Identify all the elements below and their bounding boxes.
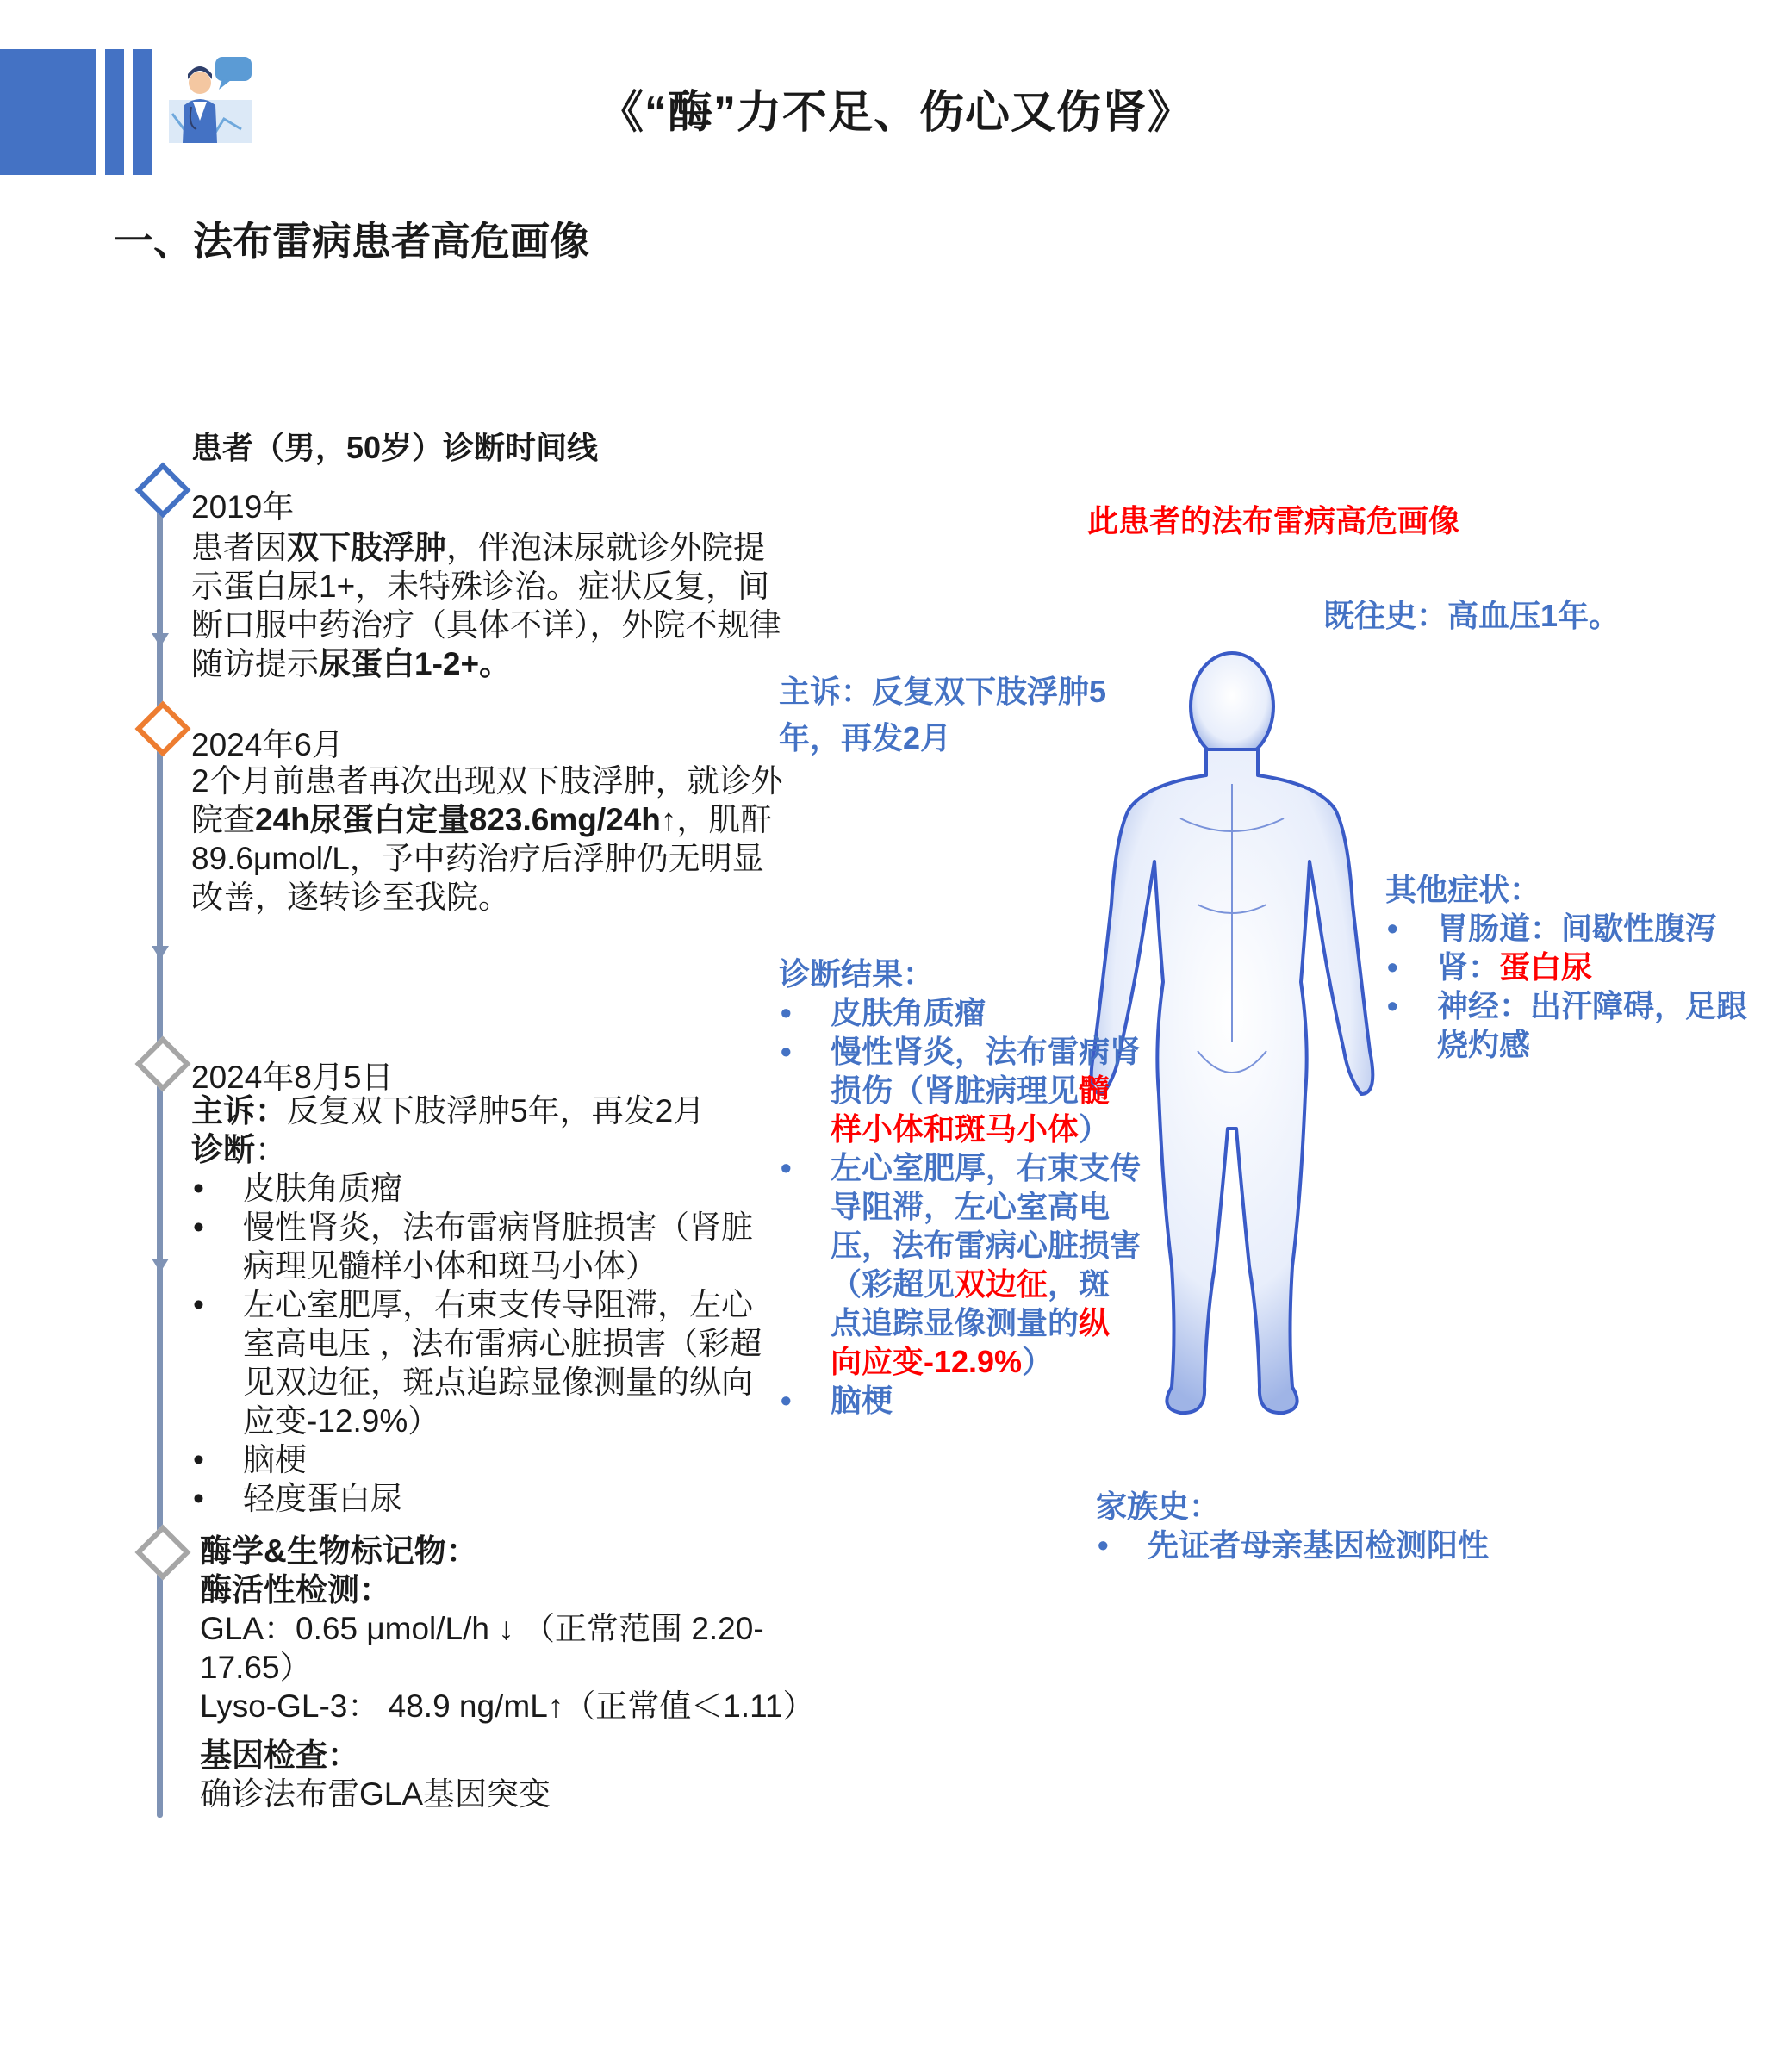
section-title: 一、法布雷病患者高危画像 <box>114 219 589 264</box>
timeline-heading: 患者（男，50岁）诊断时间线 <box>191 430 599 465</box>
event-2024-08-date: 2024年8月5日 <box>191 1060 394 1095</box>
event-2019-date: 2019年 <box>191 489 295 525</box>
timeline-marker-enzyme <box>134 1524 190 1580</box>
list-item: • 皮肤角质瘤 <box>191 1169 777 1208</box>
chief-complaint: 主诉：反复双下肢浮肿5年，再发2月 <box>779 674 1107 756</box>
event-2024-08-text: 主诉：反复双下肢浮肿5年，再发2月 诊断： • 皮肤角质瘤 • 慢性肾炎，法布雷病肾脏损害（肾脏病理见髓样小体和斑马小体） • 左心室肥厚，右束支传导阻滞，左心室高电压 ，法布雷病心脏损害（彩超见双边征，斑点追踪显像测量的纵向应变-12.9%） • 脑梗 • 轻度蛋白尿 <box>191 1091 777 1518</box>
timeline-marker-2019 <box>134 462 190 518</box>
list-item: • 先证者母亲基因检测阳性 <box>1096 1526 1578 1564</box>
list-item: • 脑梗 <box>191 1440 777 1479</box>
timeline-marker-2024-06 <box>134 700 190 756</box>
list-item: • 胃肠道：间歇性腹泻 <box>1385 909 1764 948</box>
list-item: • 左心室肥厚，右束支传导阻滞，左心室高电压，法布雷病心脏损害（彩超见双边征，斑点追踪显像测量的纵向应变-12.9%） <box>779 1148 1141 1381</box>
other-symptoms: 其他症状： • 胃肠道：间歇性腹泻 • 肾：蛋白尿 • 神经：出汗障碍，足跟烧灼感 <box>1385 870 1764 1064</box>
lyso-value: Lyso-GL-3： 48.9 ng/mL↑（正常值＜1.11） <box>200 1688 815 1724</box>
timeline-marker-2024-08 <box>134 1035 190 1091</box>
family-history: 家族史： • 先证者母亲基因检测阳性 <box>1096 1487 1578 1564</box>
gla-value: GLA：0.65 μmol/L/h ↓ （正常范围 2.20-17.65） <box>200 1611 764 1685</box>
list-item: • 轻度蛋白尿 <box>191 1479 777 1518</box>
list-item: • 肾：蛋白尿 <box>1385 948 1764 986</box>
list-item: • 慢性肾炎，法布雷病肾脏损害（肾脏病理见髓样小体和斑马小体） <box>191 1208 777 1285</box>
list-item: • 皮肤角质瘤 <box>779 993 1141 1032</box>
event-2024-06-date: 2024年6月 <box>191 727 344 762</box>
event-2024-06-text: 2个月前患者再次出现双下肢浮肿，就诊外院查24h尿蛋白定量823.6mg/24h↑，肌酐89.6μmol/L，予中药治疗后浮肿仍无明显改善，遂转诊至我院。 <box>191 763 783 915</box>
page-title: 《“酶”力不足、伤心又伤肾》 <box>598 88 1193 138</box>
list-item: • 神经：出汗障碍，足跟烧灼感 <box>1385 986 1764 1064</box>
diagnosis-list <box>191 1169 777 1518</box>
timeline-arrow <box>152 946 169 960</box>
gene-result: 确诊法布雷GLA基因突变 <box>200 1776 551 1812</box>
list-item: • 脑梗 <box>779 1381 1141 1420</box>
enzyme-biomarker-block: 酶学&生物标记物： 酶活性检测： GLA：0.65 μmol/L/h ↓ （正常范围 2.20-17.65） Lyso-GL-3： 48.9 ng/mL↑（正常值＜1.11） 基因检查： 确诊法布雷GLA基因突变 <box>200 1532 820 1813</box>
list-item: • 左心室肥厚，右束支传导阻滞，左心室高电压 ，法布雷病心脏损害（彩超见双边征，斑点追踪显像测量的纵向应变-12.9%） <box>191 1285 777 1440</box>
diagnosis-results: 诊断结果： • 皮肤角质瘤 • 慢性肾炎，法布雷病肾损伤（肾脏病理见髓样小体和斑马小体） • 左心室肥厚，右束支传导阻滞，左心室高电压，法布雷病心脏损害（彩超见双边征，斑点追踪显像测量的纵向应变-12.9%） • 脑梗 <box>779 954 1141 1420</box>
list-item: • 慢性肾炎，法布雷病肾损伤（肾脏病理见髓样小体和斑马小体） <box>779 1032 1141 1148</box>
timeline-line <box>157 487 163 1818</box>
timeline-arrow <box>152 1259 169 1272</box>
portrait-title: 此患者的法布雷病高危画像 <box>1087 503 1460 538</box>
event-2019-text: 患者因双下肢浮肿，伴泡沫尿就诊外院提示蛋白尿1+，未特殊诊治。症状反复，间断口服中药治疗（具体不详），外院不规律随访提示尿蛋白1-2+。 <box>191 530 781 681</box>
past-history: 既往史：高血压1年。 <box>1323 598 1621 633</box>
timeline-arrow <box>152 633 169 647</box>
